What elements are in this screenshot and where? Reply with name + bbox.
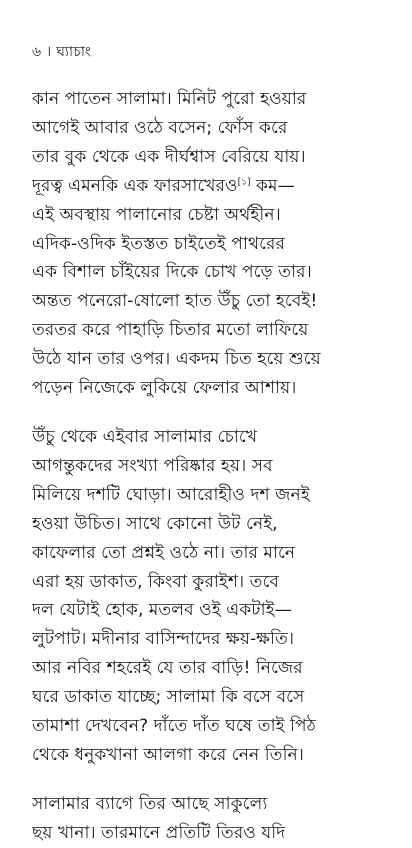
text-line: আগেই আবার ওঠে বসেন; ফোঁস করে	[32, 117, 288, 138]
text-line: হওয়া উচিত। সাথে কোনো উট নেই,	[32, 513, 278, 534]
text-line: এরা হয় ডাকাত, কিংবা কুরাইশ। তবে	[32, 571, 279, 592]
text-line: তার বুক থেকে এক দীর্ঘশ্বাস বেরিয়ে যায়।	[32, 146, 306, 167]
text-line: কান পাতেন সালামা। মিনিট পুরো হওয়ার	[32, 89, 307, 109]
text-line: উঠে যান তার ওপর। একদম চিত হয়ে শুয়ে	[32, 349, 321, 370]
footnote-marker[interactable]: [১]	[237, 176, 251, 187]
text-line: অন্তত পনেরো-ষোলো হাত উঁচু তো হবেই!	[32, 291, 318, 312]
text-line: উঁচু থেকে এইবার সালামার চোখে	[32, 426, 258, 447]
text-line-with-footnote	[32, 172, 386, 201]
book-title: ঘ্যাচাং	[56, 44, 92, 60]
paragraph-2	[32, 423, 386, 770]
paragraph-3	[32, 790, 386, 848]
text-line: ছয় খানা। তারমানে প্রতিটি তিরও যদি	[32, 822, 286, 843]
body-text	[32, 85, 386, 848]
text-line: আগন্তুকদের সংখ্যা পরিষ্কার হয়। সব	[32, 455, 273, 476]
text-line: লুটপাট। মদীনার বাসিন্দাদের ক্ষয়-ক্ষতি।	[32, 629, 295, 650]
text-line: থেকে ধনুকখানা আলগা করে নেন তিনি।	[32, 744, 304, 765]
text-line: কাফেলার তো প্রশ্নই ওঠে না। তার মানে	[32, 542, 296, 563]
text-line: এদিক-ওদিক ইতস্তত চাইতেই পাথরের	[32, 233, 285, 254]
text-line: তামাশা দেখবেন? দাঁতে দাঁত ঘষে তাই পিঠ	[32, 716, 316, 737]
text-line: এক বিশাল চাঁইয়ের দিকে চোখ পড়ে তার।	[32, 262, 312, 283]
page-number: ৬	[32, 44, 42, 60]
running-header	[32, 42, 386, 62]
text-line: মিলিয়ে দশটি ঘোড়া। আরোহীও দশ জনই	[32, 484, 310, 505]
text-line: সালামার ব্যাগে তির আছে সাকুল্যে	[32, 793, 268, 814]
text-line: ঘরে ডাকাত যাচ্ছে; সালামা কি বসে বসে	[32, 687, 305, 708]
header-separator: ।	[46, 44, 52, 60]
text-line: আর নবির শহরেই যে তার বাড়ি! নিজের	[32, 658, 303, 679]
text-line: পড়েন নিজেকে লুকিয়ে ফেলার আশায়।	[32, 378, 297, 399]
text-line: এই অবস্থায় পালানোর চেষ্টা অর্থহীন।	[32, 204, 281, 225]
text-line: তরতর করে পাহাড়ি চিতার মতো লাফিয়ে	[32, 320, 309, 341]
text-line: দল যেটাই হোক, মতলব ওই একটাই—	[32, 600, 292, 621]
text-fragment: কম—	[250, 175, 295, 196]
paragraph-1	[32, 85, 386, 403]
text-fragment: দূরত্ব এমনকি এক ফারসাখেরও	[32, 175, 238, 196]
